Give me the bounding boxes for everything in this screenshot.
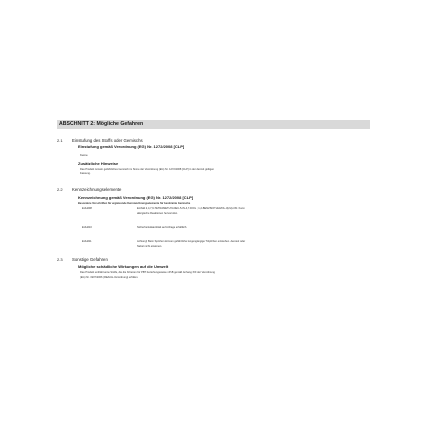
other-hazards-line1: Das Produkt enthält keine Stoffe, die die Kriterien für PBT beziehungsweise vPvB gemäß Anhang XIII der Verordnung xyxy=(80,271,216,274)
hazard-text-line2: allergische Reaktionen hervorrufen. xyxy=(137,212,178,215)
section-2-3-number: 2.3 xyxy=(57,257,63,262)
hazard-code: EUH210 xyxy=(82,226,92,229)
section-2-2-title: Kennzeichnungselemente xyxy=(72,187,122,192)
section-header: ABSCHNITT 2: Mögliche Gefahren xyxy=(57,120,370,129)
hazard-text-line1: Sicherheitsdatenblatt auf Anfrage erhältlich. xyxy=(137,226,188,229)
additional-hints-line1: Das Produkt ist kein gefährliches Gemisch im Sinne der Verordnung (EG) Nr. 1272/2008 [CLP] in der derzeit gültigen xyxy=(80,168,215,171)
section-2-2-number: 2.2 xyxy=(57,187,63,192)
section-2-2-subtitle: Kennzeichnung gemäß Verordnung (EG) Nr. 1272/2008 [CLP] xyxy=(78,195,194,200)
section-2-1-number: 2.1 xyxy=(57,138,63,143)
special-labels-subheading: Besondere Vorschriften für ergänzende Kennzeichnungselemente für bestimmte Gemische xyxy=(78,202,191,205)
additional-hints-title: Zusätzliche Hinweise xyxy=(78,161,119,166)
hazard-code: EUH211 xyxy=(82,240,92,243)
section-2-1-title: Einstufung des Stoffs oder Gemischs xyxy=(72,138,143,143)
hazard-code: EUH208 xyxy=(82,207,92,210)
hazard-text-line1: Enthält 2,4,7,9-TETRAMETHYLDEC-5-IN-4,7-DIOL ; 1,2-BENZISOTHIAZOL-3(2H)-ON. Kann xyxy=(137,207,245,210)
hazard-text-line2: Nebel nicht einatmen. xyxy=(137,245,163,248)
section-2-1-subtitle: Einstufung gemäß Verordnung (EG) Nr. 1272/2008 [CLP] xyxy=(78,144,185,149)
section-2-3-subtitle: Mögliche schädliche Wirkungen auf die Umwelt xyxy=(78,264,169,269)
section-2-3-title: Sonstige Gefahren xyxy=(72,257,108,262)
additional-hints-line2: Fassung. xyxy=(80,172,91,175)
classification-value: Keine xyxy=(80,153,88,157)
hazard-text-line1: Achtung! Beim Sprühen können gefährliche lungengängige Tröpfchen entstehen. Aerosol oder xyxy=(137,240,246,243)
other-hazards-line2: (EG) Nr. 1907/2006 (REACH-Verordnung) erfüllen. xyxy=(80,276,139,279)
